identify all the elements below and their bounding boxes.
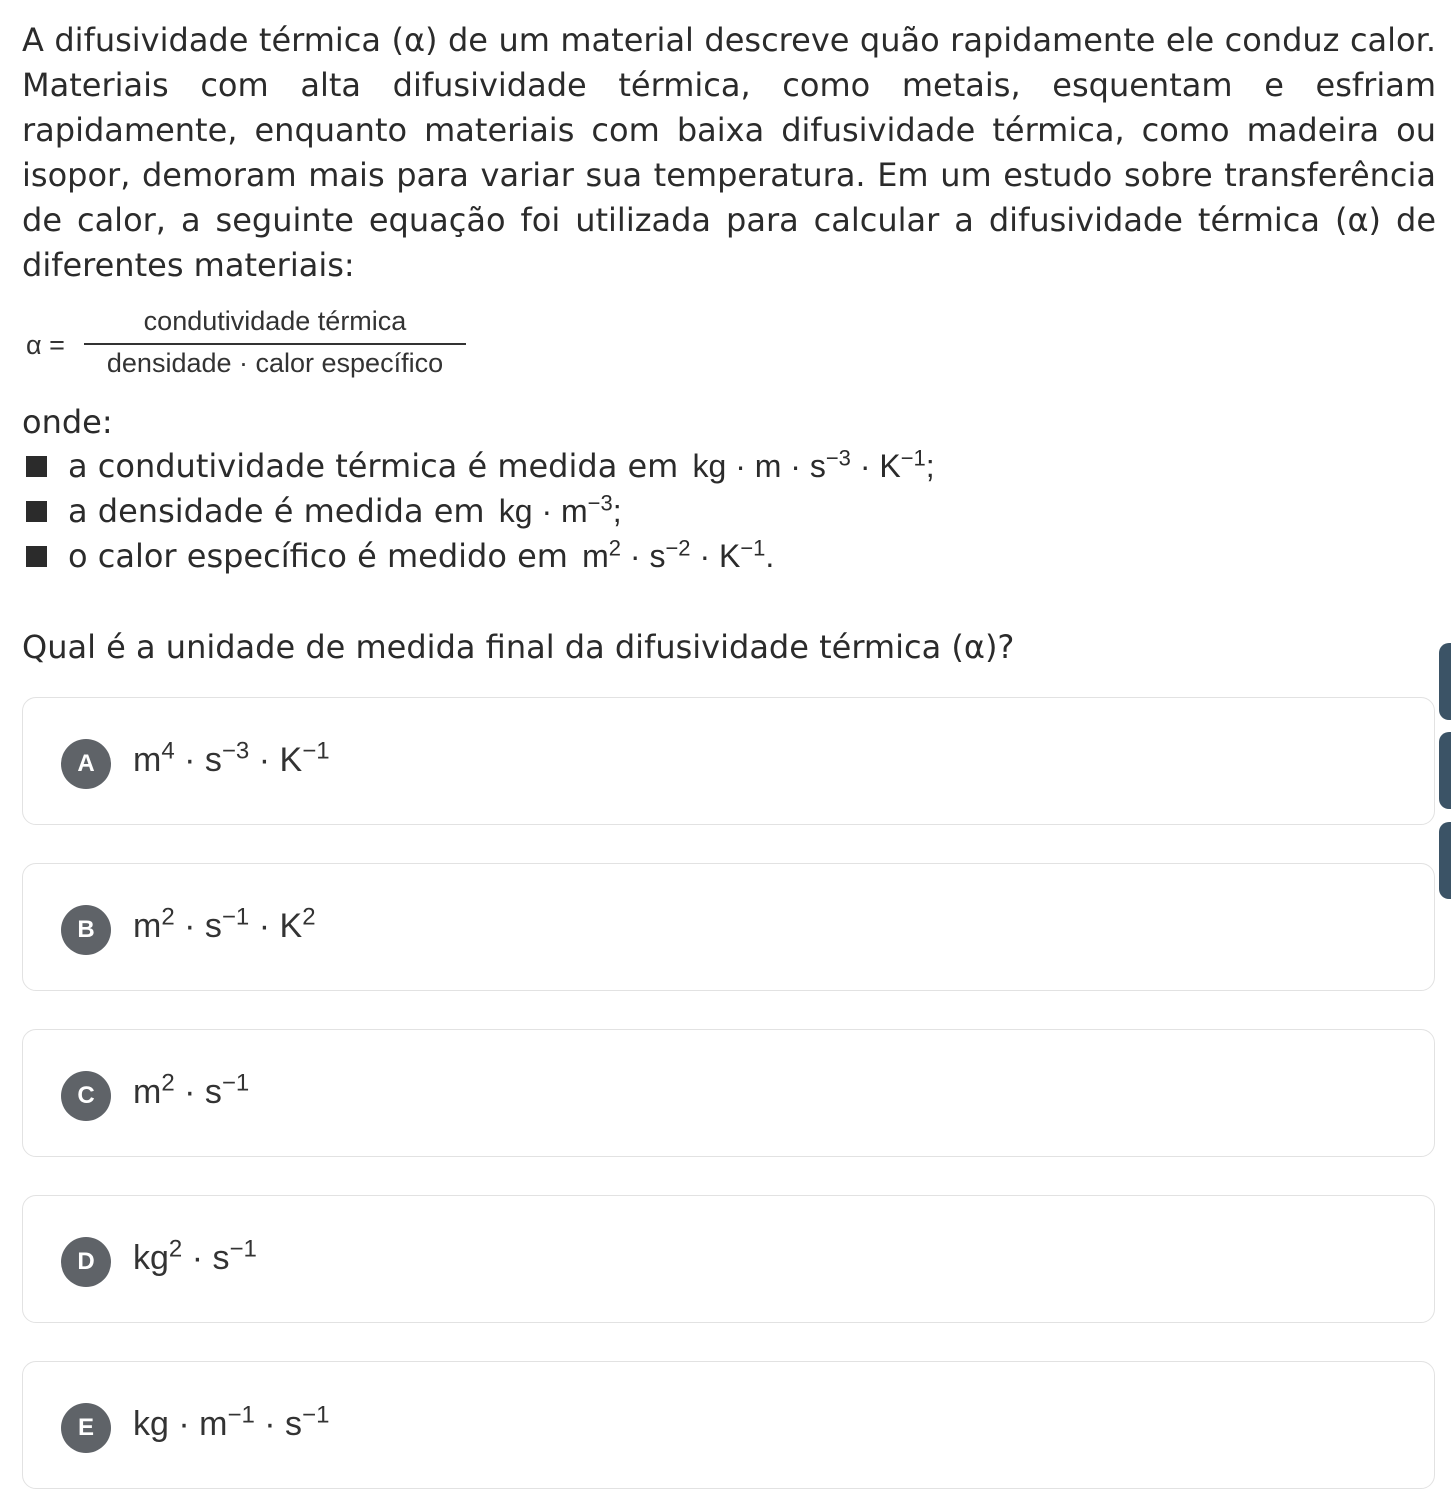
definition-unit: kg · $m^{-3}$; (498, 490, 622, 529)
formula-denominator: densidade · calor específico (106, 348, 444, 378)
option-letter-badge: E (61, 1403, 111, 1453)
option-answer: $m^4 \cdot s^{-3} \cdot K^{-1}$ (133, 737, 330, 779)
option-e[interactable] (22, 1361, 1435, 1489)
formula-lhs: α = (26, 330, 65, 360)
definition-item (26, 534, 935, 579)
unit-definitions-list (26, 444, 935, 579)
question-prompt: Qual é a unidade de medida final da difusividade térmica (α)? (22, 628, 1015, 666)
side-panel-tab[interactable] (1439, 732, 1451, 809)
formula-fraction (84, 304, 466, 381)
definition-text: o calor específico é medido em (68, 537, 568, 575)
option-a[interactable] (22, 697, 1435, 825)
formula-numerator: condutividade térmica (143, 306, 407, 336)
where-label: onde: (22, 403, 113, 441)
definition-item (26, 489, 935, 534)
option-c[interactable] (22, 1029, 1435, 1157)
definition-item (26, 444, 935, 489)
square-bullet-icon (26, 546, 47, 567)
option-answer: $kg^2 \cdot s^{-1}$ (133, 1235, 257, 1277)
option-b[interactable] (22, 863, 1435, 991)
definition-text: a densidade é medida em (68, 492, 485, 530)
question-stem: A difusividade térmica (α) de um material descreve quão rapidamente ele conduz calor. Materiais com alta difusividade térmica, como metais, esquentam e esfriam rapidamente, enquanto materiais com baixa difusividade térmica, como madeira ou isopor, demoram mais para variar sua temperatura. Em um estudo sobre transferência de calor, a seguinte equação foi utilizada para calcular a difusividade térmica (α) de diferentes materiais: (22, 21, 1436, 284)
option-d[interactable] (22, 1195, 1435, 1323)
option-letter-badge: D (61, 1237, 111, 1287)
option-answer: kg · $m^{-1} \cdot s^{-1}$ (133, 1401, 330, 1443)
square-bullet-icon (26, 456, 47, 477)
definition-unit: kg · $m \cdot s^{-3} \cdot K^{-1}$; (692, 445, 935, 484)
definition-text: a condutividade térmica é medida em (68, 447, 679, 485)
option-letter-badge: B (61, 905, 111, 955)
square-bullet-icon (26, 501, 47, 522)
option-letter-badge: C (61, 1071, 111, 1121)
option-answer: $m^2 \cdot s^{-1} \cdot K^2$ (133, 903, 316, 945)
option-letter-badge: A (61, 739, 111, 789)
side-panel-tab[interactable] (1439, 643, 1451, 720)
side-panel-tab[interactable] (1439, 822, 1451, 899)
option-answer: $m^2 \cdot s^{-1}$ (133, 1069, 250, 1111)
definition-unit: $m^2 \cdot s^{-2} \cdot K^{-1}$. (582, 535, 775, 574)
